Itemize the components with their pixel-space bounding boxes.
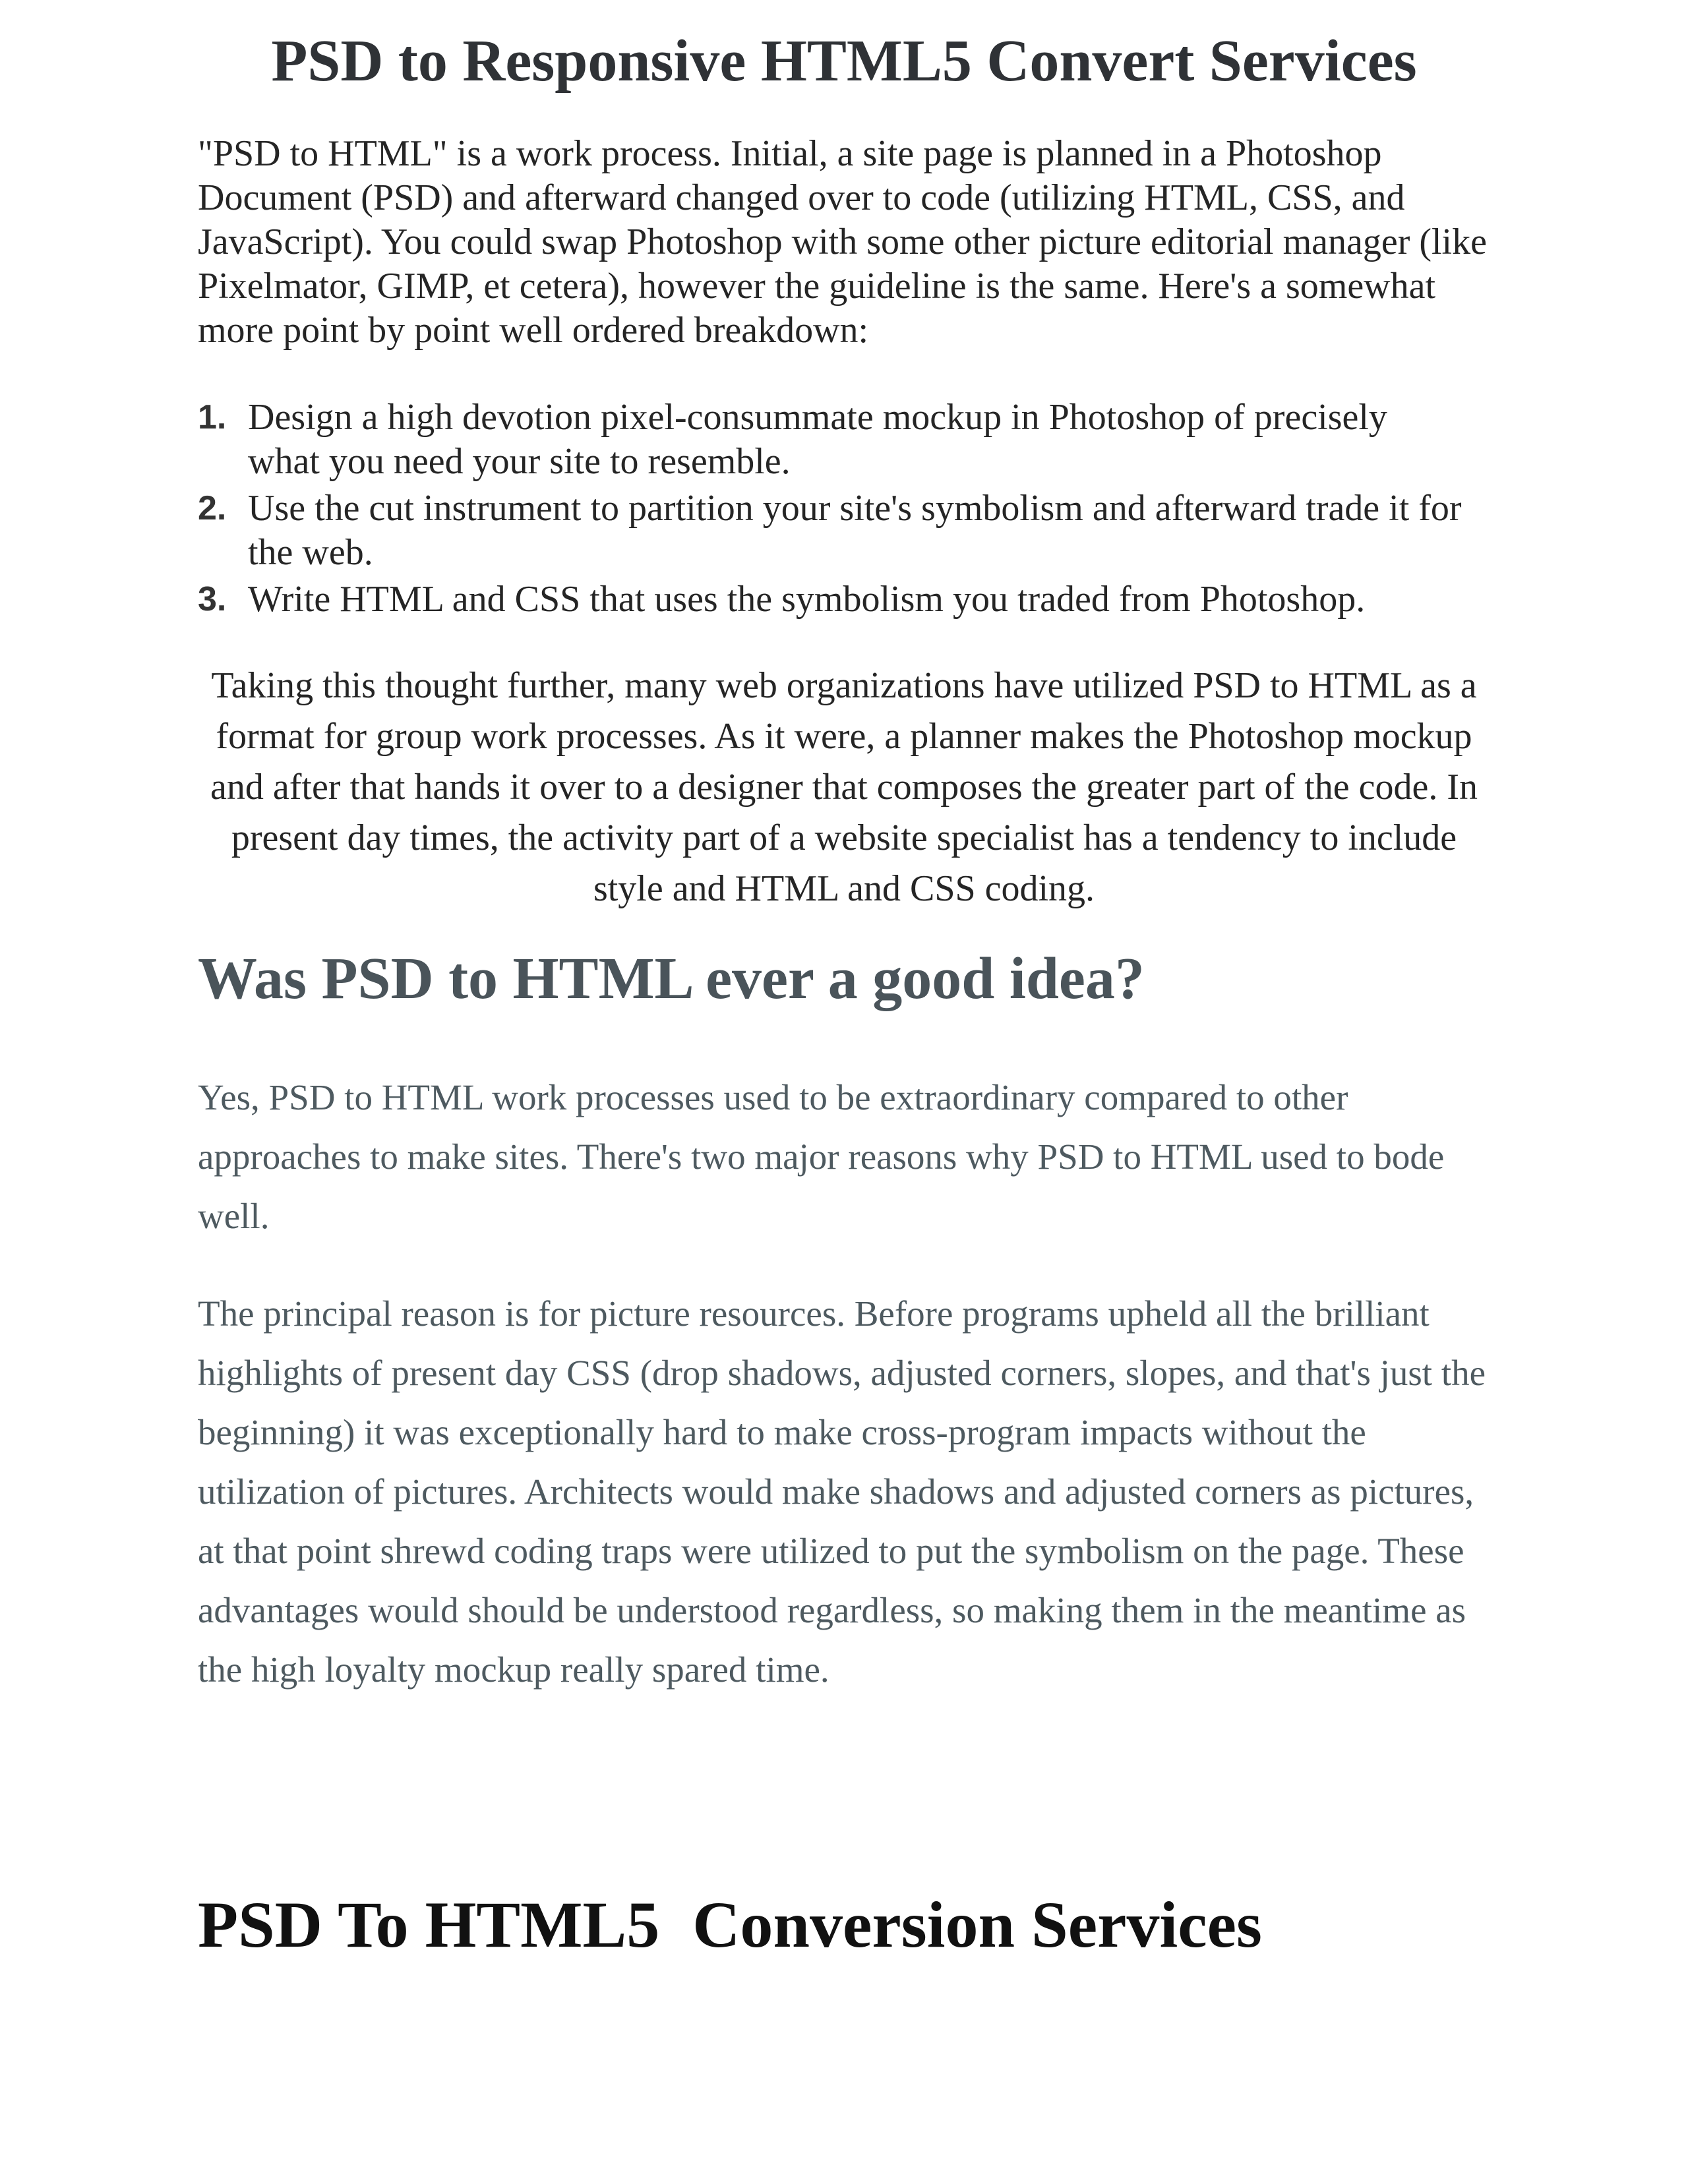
- list-item: [198, 487, 1464, 575]
- list-item: [198, 396, 1464, 484]
- list-item-number: 1.: [198, 398, 227, 436]
- section-paragraph-2: The principal reason is for picture resources. Before programs upheld all the brilliant highlights of present day CSS (drop shadows, adjusted corners, slopes, and that's just the beginning) it was exceptionally hard to make cross-program impacts without the utilization of pictures. Architects would make shadows and adjusted corners as pictures, at that point shrewd coding traps were utilized to put the symbolism on the page. These advantages would should be understood regardless, so making them in the meantime as the high loyalty mockup really spared time.: [198, 1293, 1486, 1690]
- page-title: PSD to Responsive HTML5 Convert Services: [271, 28, 1417, 94]
- list-item-number: 2.: [198, 489, 227, 527]
- list-item-text: Use the cut instrument to partition your site's symbolism and afterward trade it for the web.: [248, 488, 1462, 573]
- section-paragraph-1: Yes, PSD to HTML work processes used to be extraordinary compared to other approaches to make sites. There's two major reasons why PSD to HTML used to bode well.: [198, 1077, 1445, 1236]
- workflow-paragraph: Taking this thought further, many web organizations have utilized PSD to HTML as a format for group work processes. As it were, a planner makes the Photoshop mockup and after that hands it over to a designer that composes the greater part of the code. In present day times, the activity part of a website specialist has a tendency to include style and HTML and CSS coding.: [210, 665, 1478, 909]
- steps-list: [198, 396, 1464, 624]
- list-item-number: 3.: [198, 580, 227, 618]
- list-item-text: Write HTML and CSS that uses the symbolism you traded from Photoshop.: [248, 579, 1366, 620]
- bottom-heading: PSD To HTML5 Conversion Services: [198, 1888, 1262, 1961]
- intro-paragraph: "PSD to HTML" is a work process. Initial, a site page is planned in a Photoshop Document (PSD) and afterward changed over to code (utilizing HTML, CSS, and JavaScript). You could swap Photoshop with some other picture editorial manager (like Pixelmator, GIMP, et cetera), however the guideline is the same. Here's a somewhat more point by point well ordered breakdown:: [198, 133, 1487, 351]
- section-heading: Was PSD to HTML ever a good idea?: [198, 946, 1145, 1011]
- list-item-text: Design a high devotion pixel-consummate mockup in Photoshop of precisely what you need your site to resemble.: [248, 397, 1387, 482]
- list-item: [198, 577, 1464, 622]
